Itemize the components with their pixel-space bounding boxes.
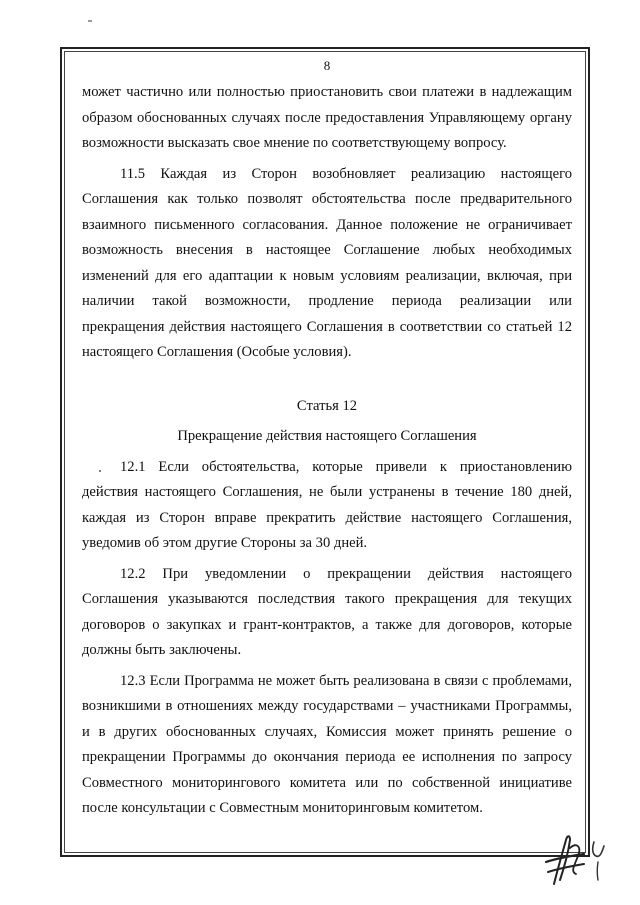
scan-artifact — [88, 20, 92, 22]
margin-dot — [99, 470, 101, 472]
clause-12-1: 12.1 Если обстоятельства, которые привели к приостановлению действия настоящего Соглашения, не были устранены в течение 180 дней, каждая из Сторон вправе прекратить действие настоящего Соглашения, уведомив об этом другие Стороны за 30 дней. — [82, 458, 572, 551]
page-number: 8 — [323, 58, 331, 73]
article-title: Прекращение действия настоящего Соглашения — [177, 428, 477, 444]
clause-12-3: 12.3 Если Программа не может быть реализована в связи с проблемами, возникшими в отношениях между государствами – участниками Программы, и в других обоснованных случаях, Комиссия может принять решение о прекращении Программы до окончания периода ее исполнения по запросу Совместного мониторингового комитета или по собственной инициативе после консультации с Совместным мониторинговым комитетом. — [82, 672, 572, 816]
signature-icon — [540, 818, 615, 898]
clause-12-2: 12.2 При уведомлении о прекращении действия настоящего Соглашения указываются последствия такого прекращения для текущих договоров о закупках и грант-контрактов, а также для договоров, которые должны быть заключены. — [82, 565, 572, 658]
document-body — [82, 58, 572, 822]
paragraph-continuation: может частично или полностью приостановить свои платежи в надлежащим образом обоснованных случаях после предоставления Управляющему органу возможности высказать свое мнение по соответствующему вопросу. — [82, 84, 572, 151]
paragraph-11-5: 11.5 Каждая из Сторон возобновляет реализацию настоящего Соглашения как только позволят обстоятельства после предварительного взаимного письменного согласования. Данное положение не ограничивает возможность внесения в настоящее Соглашение любых необходимых изменений для его адаптации к новым условиям реализации, включая, при наличии такой возможности, продление периода реализации или прекращения действия настоящего Соглашения в соответствии со статьей 12 настоящего Соглашения (Особые условия). — [82, 165, 572, 360]
article-heading: Статья 12 — [296, 397, 358, 414]
